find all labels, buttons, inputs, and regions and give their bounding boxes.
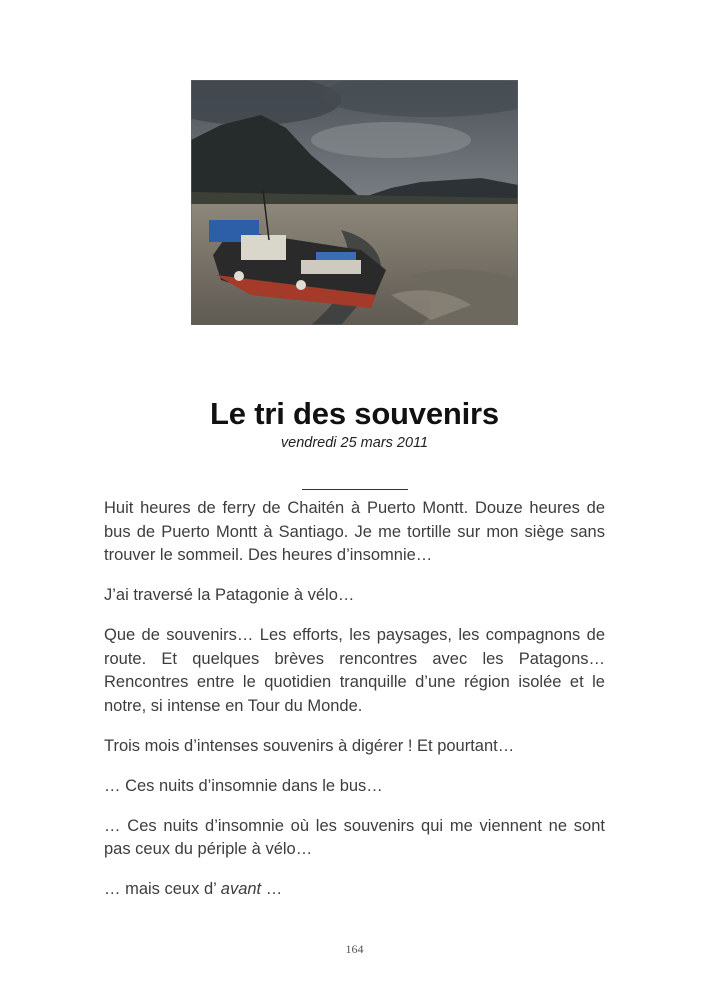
paragraph-text: … mais ceux d’: [104, 880, 221, 898]
paragraph: Huit heures de ferry de Chaitén à Puerto Montt. Douze heures de bus de Puerto Montt à Santiago. Je me tortille sur mon siège sans trouver le sommeil. Des heures d’insomnie…: [104, 499, 605, 564]
article-body: [104, 497, 605, 918]
page-number: 164: [345, 942, 364, 956]
paragraph: … Ces nuits d’insomnie où les souvenirs qui me viennent ne sont pas ceux du périple à vélo…: [104, 816, 605, 858]
paragraph: … Ces nuits d’insomnie dans le bus…: [104, 776, 383, 795]
boat-photo: [191, 80, 518, 325]
paragraph: Que de souvenirs… Les efforts, les paysages, les compagnons de route. Et quelques brèves rencontres avec les Patagons… Rencontres entre le quotidien tranquille d’une région isolée et le notre, si intense en Tour du Monde.: [104, 626, 605, 715]
title-divider: [302, 489, 408, 490]
article-title: Le tri des souvenirs: [210, 396, 499, 431]
paragraph-text: …: [261, 880, 283, 898]
paragraph: [104, 878, 605, 902]
paragraph: J’ai traversé la Patagonie à vélo…: [104, 586, 355, 604]
emphasis-text: avant: [220, 880, 262, 898]
paragraph: Trois mois d’intenses souvenirs à digérer ! Et pourtant…: [104, 736, 515, 755]
article-date: vendredi 25 mars 2011: [280, 435, 429, 451]
